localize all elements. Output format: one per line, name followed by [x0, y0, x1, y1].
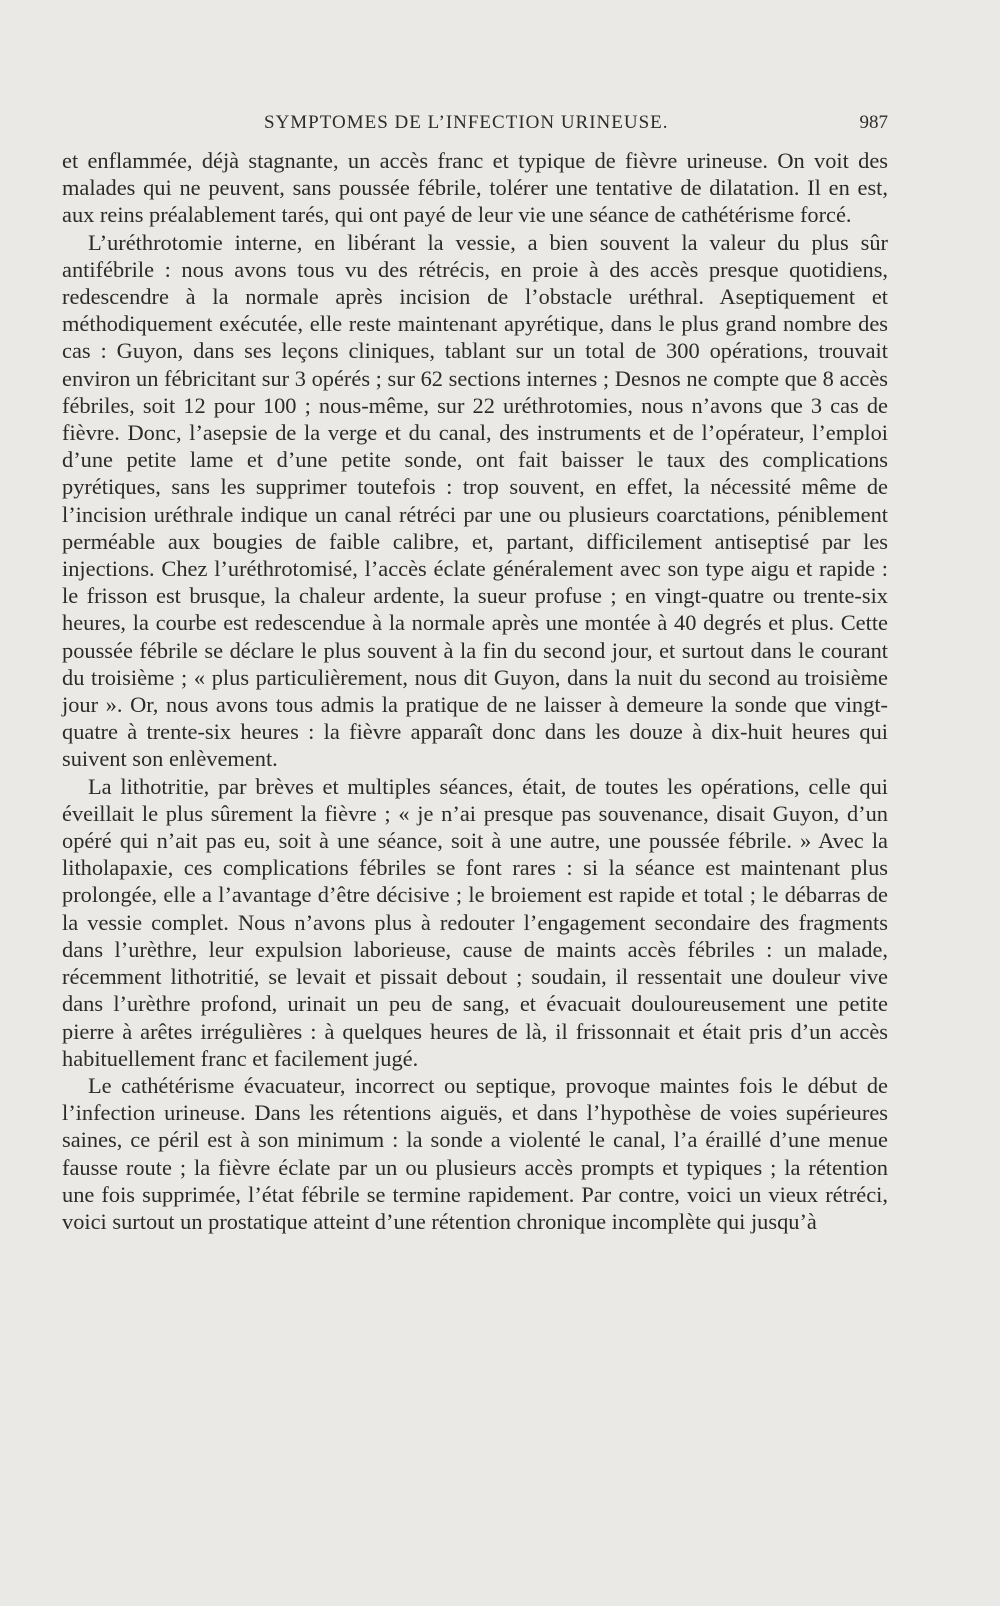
body-text — [62, 147, 888, 1235]
page-number: 987 — [859, 112, 888, 133]
running-header — [64, 112, 888, 140]
paragraph-urethrotomy: L’uréthrotomie interne, en libérant la vessie, a bien souvent la valeur du plus sûr antifébrile : nous avons tous vu des rétrécis, en proie à des accès presque quotidiens, redescendre à la normale après incision de l’obstacle uréthral. Aseptiquement et méthodiquement exécutée, elle reste maintenant apyrétique, dans le plus grand nombre des cas : Guyon, dans ses leçons cliniques, tablant sur un total de 300 opérations, trouvait environ un fébricitant sur 3 opérés ; sur 62 sections internes ; Desnos ne compte que 8 accès fébriles, soit 12 pour 100 ; nous-même, sur 22 uréthrotomies, nous n’avons que 3 cas de fièvre. Donc, l’asepsie de la verge et du canal, des instruments et de l’opérateur, l’emploi d’une petite lame et d’une petite sonde, ont fait baisser le taux des complications pyrétiques, sans les supprimer toutefois : trop souvent, en effet, la nécessité même de l’incision uréthrale indique un canal rétréci par une ou plusieurs coarctations, péniblement perméable aux bougies de faible calibre, et, partant, difficilement antiseptisé par les injections. Chez l’uréthrotomisé, l’accès éclate généralement avec son type aigu et rapide : le frisson est brusque, la chaleur ardente, la sueur profuse ; en vingt-quatre ou trente-six heures, la courbe est redescendue à la normale après une montée à 40 degrés et plus. Cette poussée fébrile se déclare le plus souvent à la fin du second jour, et surtout dans le courant du troisième ; « plus particulièrement, nous dit Guyon, dans la nuit du second au troisième jour ». Or, nous avons tous admis la pratique de ne laisser à demeure la sonde que vingt-quatre à trente-six heures : la fièvre apparaît donc dans les douze à dix-huit heures qui suivent son enlèvement. — [62, 229, 888, 772]
paragraph-catheterism: Le cathétérisme évacuateur, incorrect ou septique, provoque maintes fois le début de l’infection urineuse. Dans les rétentions aiguës, et dans l’hypothèse de voies supérieures saines, ce péril est à son minimum : la sonde a violenté le canal, l’a éraillé d’une menue fausse route ; la fièvre éclate par un ou plusieurs accès prompts et typiques ; la rétention une fois supprimée, l’état fébrile se termine rapidement. Par contre, voici un vieux rétréci, voici surtout un prostatique atteint d’une rétention chronique incomplète qui jusqu’à — [62, 1072, 888, 1234]
running-title: SYMPTOMES DE L’INFECTION URINEUSE. — [264, 112, 669, 133]
paragraph-lithotrity: La lithotritie, par brèves et multiples séances, était, de toutes les opérations, celle qui éveillait le plus sûrement la fièvre ; « je n’ai presque pas souvenance, disait Guyon, d’un opéré qui n’ait pas eu, soit à une séance, soit à une autre, une poussée fébrile. » Avec la litholapaxie, ces complications fébriles se font rares : si la séance est maintenant plus prolongée, elle a l’avantage d’être décisive ; le broiement est rapide et total ; le débarras de la vessie complet. Nous n’avons plus à redouter l’engagement secondaire des fragments dans l’urèthre, leur expulsion laborieuse, cause de maints accès fébriles : un malade, récemment lithotritié, se levait et pissait debout ; soudain, il ressentait une douleur vive dans l’urèthre profond, urinait un peu de sang, et évacuait douloureusement une petite pierre à arêtes irrégulières : à quelques heures de là, il frissonnait et était pris d’un accès habituellement franc et facilement jugé. — [62, 773, 888, 1071]
paragraph-continuation: et enflammée, déjà stagnante, un accès franc et typique de fièvre urineuse. On voit des malades qui ne peuvent, sans poussée fébrile, tolérer une tentative de dilatation. Il en est, aux reins préalablement tarés, qui ont payé de leur vie une séance de cathétérisme forcé. — [62, 148, 888, 228]
